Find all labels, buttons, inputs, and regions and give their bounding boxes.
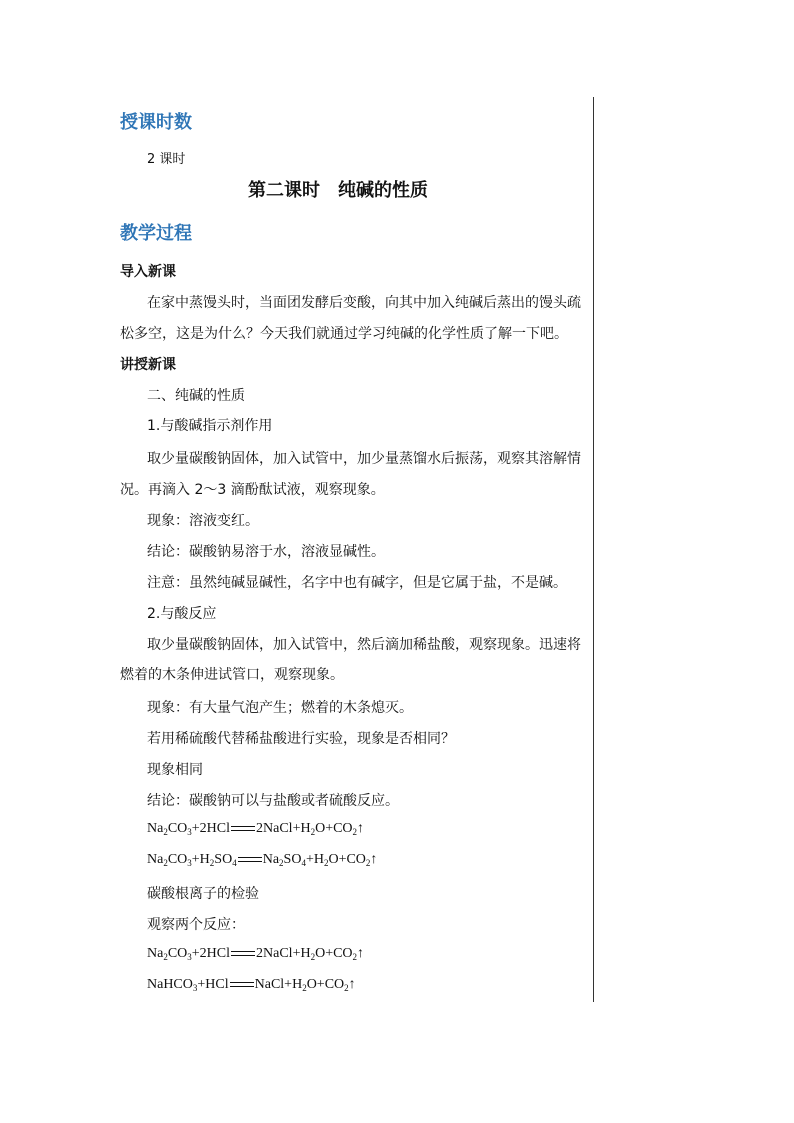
equation-1-products — [256, 821, 364, 836]
formula-text: Na — [147, 821, 164, 836]
subsection-1-title: 1.与酸碱指示剂作用 — [147, 418, 273, 434]
intro-heading: 导入新课 — [120, 264, 176, 280]
s2-text-line-2: 燃着的木条伸进试管口，观察现象。 — [120, 667, 344, 683]
equation-sign — [231, 951, 255, 956]
formula-subscript: 3 — [192, 983, 198, 993]
hours-value: 2 课时 — [147, 152, 186, 167]
formula-subscript: 2 — [279, 858, 284, 868]
formula-text: +H — [191, 852, 210, 867]
formula-subscript: 4 — [301, 858, 306, 868]
equation-4-reactants — [147, 977, 229, 992]
formula-subscript: 2 — [163, 858, 168, 868]
formula-text: Na — [147, 852, 164, 867]
formula-text: NaCl+H — [254, 977, 303, 992]
formula-text: NaHCO — [147, 977, 193, 992]
formula-text: ↑ — [370, 852, 378, 867]
formula-subscript: 3 — [187, 952, 192, 962]
equation-sign — [231, 826, 255, 831]
s1-text-line-2: 况。再滴入 2～3 滴酚酞试液，观察现象。 — [120, 482, 385, 498]
hours-heading: 授课时数 — [120, 112, 192, 133]
equation-sign — [238, 857, 262, 862]
subsection-2-title: 2.与酸反应 — [147, 606, 217, 622]
formula-text: 2NaCl+H — [256, 821, 311, 836]
formula-text: ↑ — [357, 946, 365, 961]
formula-subscript: 2 — [163, 952, 168, 962]
intro-line-2: 松多空，这是为什么？今天我们就通过学习纯碱的化学性质了解一下吧。 — [120, 326, 568, 342]
s2-answer: 现象相同 — [147, 762, 203, 778]
formula-text: SO — [283, 852, 302, 867]
equation-1 — [147, 821, 364, 837]
equation-3-reactants — [147, 946, 230, 961]
equation-1-reactants — [147, 821, 230, 836]
lesson-title: 第二课时 纯碱的性质 — [248, 180, 428, 201]
formula-subscript: 2 — [352, 827, 358, 837]
formula-text: +HCl — [197, 977, 229, 992]
equation-4-products — [255, 977, 356, 992]
process-heading: 教学过程 — [120, 223, 192, 244]
formula-text: ↑ — [348, 977, 356, 992]
formula-subscript: 2 — [310, 952, 316, 962]
formula-subscript: 2 — [365, 858, 371, 868]
formula-subscript: 2 — [302, 983, 307, 993]
teach-heading: 讲授新课 — [120, 357, 176, 373]
formula-subscript: 2 — [352, 952, 358, 962]
s1-note: 注意：虽然纯碱显碱性，名字中也有碱字，但是它属于盐，不是碱。 — [147, 575, 567, 591]
s1-text-line-1: 取少量碳酸钠固体，加入试管中，加少量蒸馏水后振荡，观察其溶解情 — [147, 451, 581, 467]
formula-text: +2HCl — [191, 946, 231, 961]
s2-text-line-1: 取少量碳酸钠固体，加入试管中，然后滴加稀盐酸，观察现象。迅速将 — [147, 637, 581, 653]
equation-2 — [147, 852, 377, 868]
formula-text: CO — [167, 852, 188, 867]
formula-text: ↑ — [357, 821, 365, 836]
s2-phenomenon: 现象：有大量气泡产生；燃着的木条熄灭。 — [147, 700, 413, 716]
formula-subscript: 2 — [163, 827, 168, 837]
formula-text: SO — [214, 852, 233, 867]
formula-subscript: 4 — [232, 858, 237, 868]
formula-text: 2NaCl+H — [256, 946, 311, 961]
formula-text: CO — [167, 821, 188, 836]
observe-two: 观察两个反应： — [147, 917, 245, 933]
intro-line-1: 在家中蒸馒头时，当面团发酵后变酸，向其中加入纯碱后蒸出的馒头疏 — [147, 295, 581, 311]
formula-text: +H — [305, 852, 324, 867]
formula-text: O+CO — [328, 852, 366, 867]
equation-4 — [147, 977, 356, 993]
carbonate-test: 碳酸根离子的检验 — [147, 886, 259, 902]
equation-2-products — [263, 852, 378, 867]
section-title: 二、纯碱的性质 — [147, 388, 245, 404]
formula-subscript: 2 — [310, 827, 316, 837]
formula-text: O+CO — [306, 977, 345, 992]
formula-subscript: 2 — [209, 858, 215, 868]
s1-phenomenon: 现象：溶液变红。 — [147, 513, 259, 529]
formula-subscript: 2 — [323, 858, 329, 868]
formula-text: Na — [262, 852, 280, 867]
s2-conclusion: 结论：碳酸钠可以与盐酸或者硫酸反应。 — [147, 793, 399, 809]
formula-subscript: 3 — [187, 827, 192, 837]
equation-sign — [230, 982, 254, 987]
formula-text: O+CO — [315, 821, 353, 836]
s2-question: 若用稀硫酸代替稀盐酸进行实验，现象是否相同？ — [147, 731, 455, 747]
equation-2-reactants — [147, 852, 237, 867]
formula-text: O+CO — [315, 946, 353, 961]
equation-3-products — [256, 946, 364, 961]
formula-subscript: 2 — [344, 983, 349, 993]
formula-text: +2HCl — [191, 821, 231, 836]
equation-3 — [147, 946, 364, 962]
s1-conclusion: 结论：碳酸钠易溶于水，溶液显碱性。 — [147, 544, 385, 560]
formula-text: Na — [147, 946, 164, 961]
formula-subscript: 3 — [187, 858, 192, 868]
formula-text: CO — [167, 946, 188, 961]
right-margin-rule — [593, 97, 594, 1002]
